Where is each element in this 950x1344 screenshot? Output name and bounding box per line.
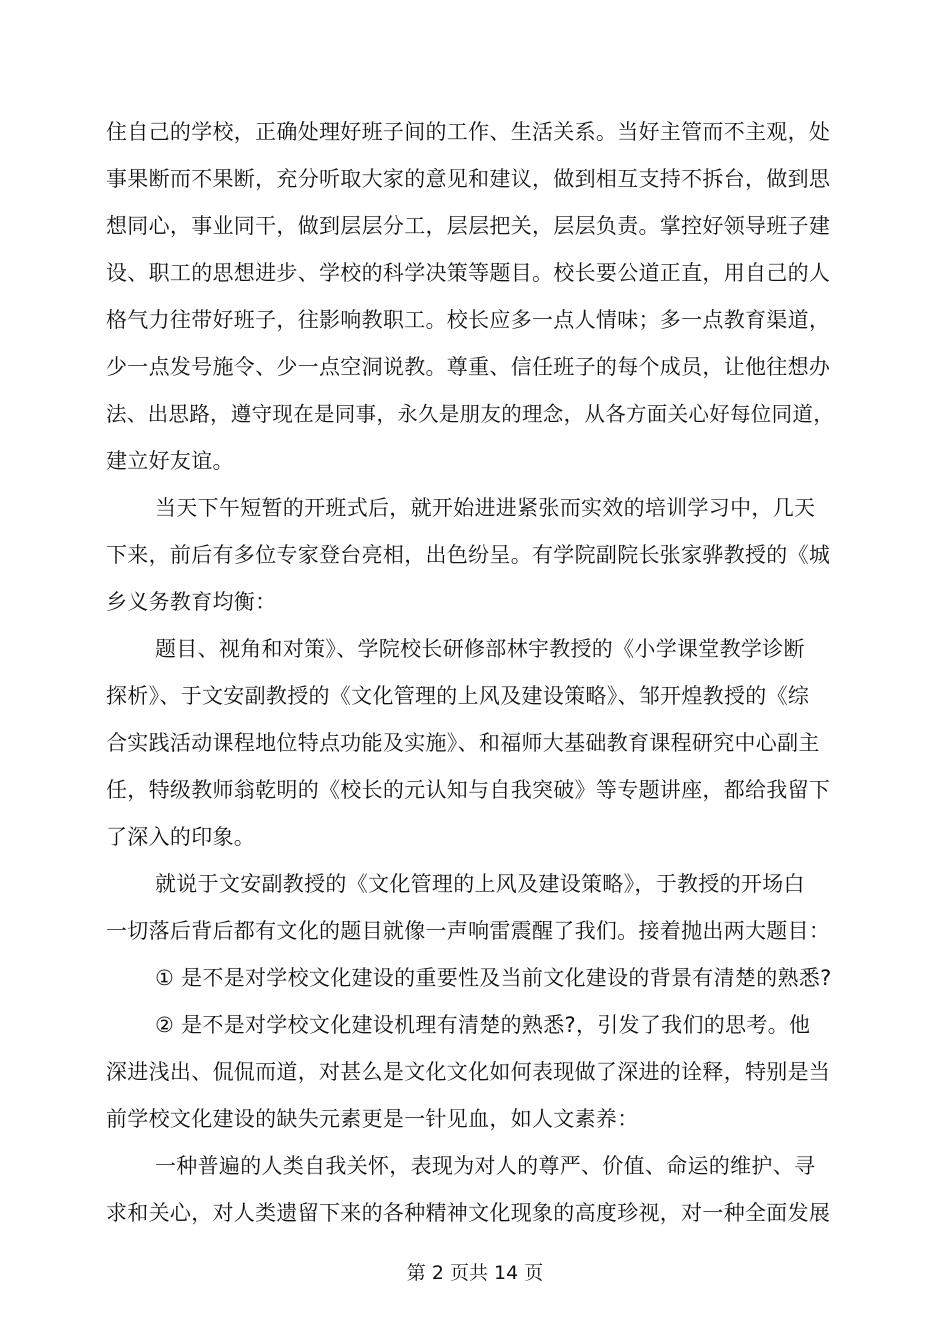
paragraph-first-line: 题目、视角和对策》、学院校长研修部林宇教授的《小学课堂教学诊断: [155, 637, 805, 661]
text-line: 一切落后背后都有文化的题目就像一声响雷震醒了我们。接着抛出两大题目：: [106, 919, 831, 943]
text-line: 想同心，事业同干，做到层层分工，层层把关，层层负责。掌控好领导班子建: [106, 214, 831, 238]
text-line: 设、职工的思想进步、学校的科学决策等题目。校长要公道正直，用自己的人: [106, 261, 831, 285]
page-number-footer: 第 2 页共 14 页: [406, 1262, 544, 1284]
paragraph-first-line: 当天下午短暂的开班式后，就开始进进紧张而实效的培训学习中，几天: [155, 496, 816, 520]
numbered-item: ① 是不是对学校文化建设的重要性及当前文化建设的背景有清楚的熟悉?: [155, 966, 832, 990]
text-line: 格气力往带好班子，往影响教职工。校长应多一点人情味；多一点教育渠道，: [106, 308, 831, 332]
text-line: 法、出思路，遵守现在是同事，永久是朋友的理念，从各方面关心好每位同道，: [106, 402, 834, 426]
text-line: 探析》、于文安副教授的《文化管理的上风及建设策略》、邹开煌教授的《综: [106, 684, 810, 708]
text-line: 事果断而不果断，充分听取大家的意见和建议，做到相互支持不拆台，做到思: [106, 167, 831, 191]
paragraph-first-line: 就说于文安副教授的《文化管理的上风及建设策略》，于教授的开场白: [155, 872, 805, 896]
paragraph-first-line: 一种普遍的人类自我关怀，表现为对人的尊严、价值、命运的维护、寻: [155, 1154, 816, 1178]
text-line: 任，特级教师翁乾明的《校长的元认知与自我突破》等专题讲座，都给我留下: [106, 778, 831, 802]
text-line: 合实践活动课程地位特点功能及实施》、和福师大基础教育课程研究中心副主: [106, 731, 820, 755]
numbered-item: ② 是不是对学校文化建设机理有清楚的熟悉?，引发了我们的思考。他: [155, 1013, 811, 1037]
text-line: 深进浅出、侃侃而道，对甚么是文化文化如何表现做了深进的诠释，特别是当: [106, 1060, 831, 1084]
text-line: 住自己的学校，正确处理好班子间的工作、生活关系。当好主管而不主观，处: [106, 120, 831, 144]
text-line: 前学校文化建设的缺失元素更是一针见血，如人文素养：: [106, 1107, 639, 1131]
text-line: 下来，前后有多位专家登台亮相，出色纷呈。有学院副院长张家骅教授的《城: [106, 543, 831, 567]
text-line: 了深入的印象。: [106, 825, 256, 849]
text-line: 求和关心，对人类遗留下来的各种精神文化现象的高度珍视，对一种全面发展: [106, 1201, 831, 1225]
text-line: 建立好友谊。: [106, 449, 234, 473]
text-line: 少一点发号施令、少一点空洞说教。尊重、信任班子的每个成员，让他往想办: [106, 355, 831, 379]
text-line: 乡义务教育均衡：: [106, 590, 277, 614]
